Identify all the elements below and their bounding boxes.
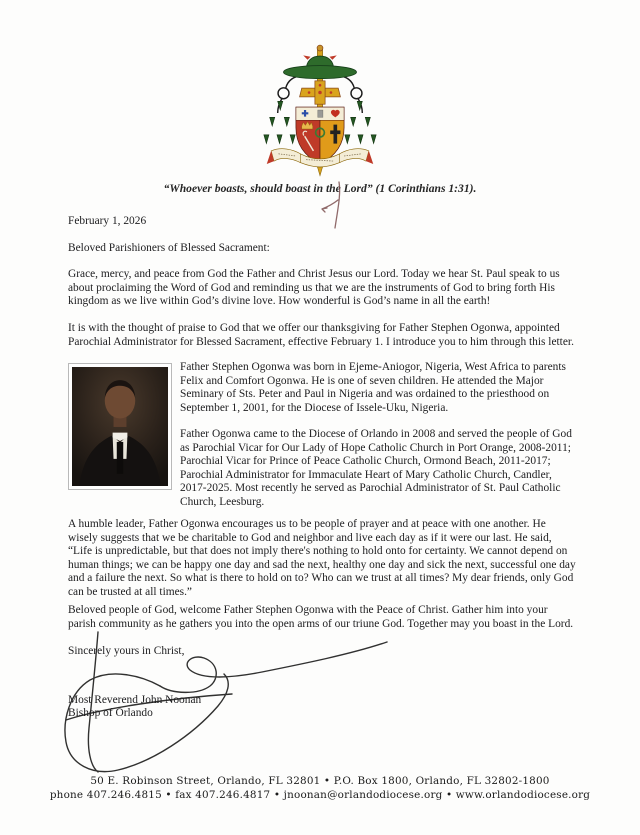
father-ogonwa-photo [68,363,172,490]
galero-hat [284,55,357,78]
biography-section [68,361,577,509]
letterhead-footer [0,774,640,802]
paragraph-humble-leader: A humble leader, Father Ogonwa encourages us to be people of prayer and at peace with one another. He wisely suggests that we be charitable to God and neighbor and live each day as if it were our last. He said, “Life is unpredictable, but that does not imply there's nothing to hold onto for certainty. We cannot depend on human things; we can be happy one day and sad the next, healthy one day and sick the next, successful one day and a failure the next. So what is there to hold on to? Who can we trust at all times? My dear friends, only God can be trusted at all times.” [68,518,576,598]
signer-title: Bishop of Orlando [68,707,153,719]
paragraph-welcome: Beloved people of God, welcome Father Stephen Ogonwa with the Peace of Christ. Gather him into your parish community as he gathers you into the open arms of our triune God. Together may you boast in the Lord. [68,604,574,630]
paragraph-bio-early-life: Father Stephen Ogonwa was born in Ejeme-Aniogor, Nigeria, West Africa to parents Felix and Comfort Ogonwa. He is one of seven children. He attended the Major Seminary of Sts. Peter and Paul in Nigeria and was ordained to the priesthood on September 1, 2001, for the Diocese of Issele-Uku, Nigeria. [180,361,566,414]
scripture-quote: “Whoever boasts, should boast in the Lord” (1 Corinthians 1:31). [163,182,477,195]
closing-line: Sincerely yours in Christ, [68,645,185,657]
cross-patte [300,81,341,104]
biography-text [180,361,577,509]
diocese-coat-of-arms [258,40,382,180]
footer-contact-line: phone 407.246.4815 • fax 407.246.4817 • jnoonan@orlandodiocese.org • www.orlandodiocese.org [49,789,591,801]
paragraph-announcement: It is with the thought of praise to God that we offer our thanksgiving for Father Stephen Ogonwa, appointed Parochial Administrator for Blessed Sacrament, effective February 1. I introduce you to him through this letter. [68,322,574,348]
footer-address-line: 50 E. Robinson Street, Orlando, FL 32801 • P.O. Box 1800, Orlando, FL 32802-1800 [90,775,550,787]
salutation: Beloved Parishioners of Blessed Sacrament: [68,242,270,254]
signer-name: Most Reverend John Noonan [68,694,202,706]
letter-date: February 1, 2026 [68,215,147,227]
paragraph-bio-assignments: Father Ogonwa came to the Diocese of Orlando in 2008 and served the people of God as Parochial Vicar for Our Lady of Hope Catholic Church in Port Orange, 2008-2011; Parochial Vicar for Prince of Peace Catholic Church, Ormond Beach, 2011-2017; Parochial Administrator for Immaculate Heart of Mary Catholic Church, Candler, 2017-2025. Most recently he served as Parochial Administrator of St. Paul Catholic Church, Leesburg. [180,428,572,508]
portrait-graphic [72,367,168,486]
paragraph-greeting: Grace, mercy, and peace from God the Father and Christ Jesus our Lord. Today we hear St. Paul speak to us about proclaiming the Word of God and reminding us that we are the instruments of God to bring forth His kingdom as we live within God’s divine love. How wonderful is God’s name in all the earth! [68,268,560,307]
coat-of-arms-graphic [258,40,382,183]
